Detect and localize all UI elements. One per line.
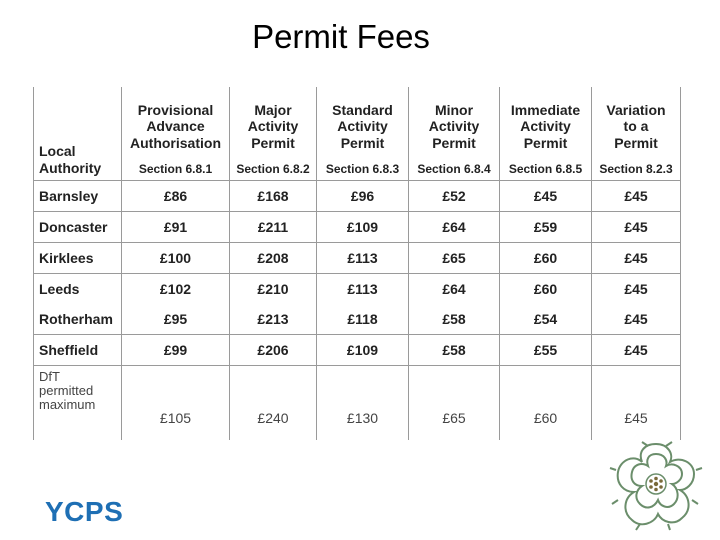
section-label: Section 6.8.2 [236, 162, 310, 176]
page-title: Permit Fees [252, 18, 430, 55]
table-cell: £95 [122, 304, 230, 335]
header-row [34, 87, 681, 181]
header-col-major: Major Activity Permit Section 6.8.2 [230, 87, 317, 181]
section-label: Section 8.2.3 [599, 162, 673, 176]
table-cell: £58 [409, 304, 500, 335]
table-cell: £60 [500, 243, 592, 274]
header-col-variation: Variation to a Permit Section 8.2.3 [592, 87, 681, 181]
table-cell: £130 [317, 366, 409, 441]
row-authority: Doncaster [34, 212, 122, 243]
table-cell: £96 [317, 181, 409, 212]
table-cell: £211 [230, 212, 317, 243]
table-cell: £105 [122, 366, 230, 441]
table-cell: £86 [122, 181, 230, 212]
table-cell: £60 [500, 274, 592, 305]
table-cell: £64 [409, 274, 500, 305]
table-row [34, 335, 681, 366]
section-label: Section 6.8.4 [417, 162, 491, 176]
table-cell: £45 [592, 274, 681, 305]
row-authority: Kirklees [34, 243, 122, 274]
table-row-dft-maximum [34, 366, 681, 441]
header-col-standard: Standard Activity Permit Section 6.8.3 [317, 87, 409, 181]
table-cell: £91 [122, 212, 230, 243]
corner-label-line2: Authority [39, 159, 102, 176]
table-cell: £213 [230, 304, 317, 335]
table-row [34, 274, 681, 305]
permit-fees-table-wrap [33, 87, 681, 440]
table-cell: £208 [230, 243, 317, 274]
table-cell: £64 [409, 212, 500, 243]
header-col-immediate: Immediate Activity Permit Section 6.8.5 [500, 87, 592, 181]
table-cell: £45 [592, 212, 681, 243]
table-cell: £100 [122, 243, 230, 274]
table-cell: £59 [500, 212, 592, 243]
table-cell: £54 [500, 304, 592, 335]
table-cell: £102 [122, 274, 230, 305]
row-authority: Leeds [34, 274, 122, 305]
header-col-minor: Minor Activity Permit Section 6.8.4 [409, 87, 500, 181]
permit-fees-table [33, 87, 681, 440]
table-cell: £65 [409, 366, 500, 441]
table-row [34, 243, 681, 274]
table-cell: £55 [500, 335, 592, 366]
table-cell: £52 [409, 181, 500, 212]
table-cell: £45 [592, 304, 681, 335]
table-cell: £99 [122, 335, 230, 366]
table-cell: £45 [592, 335, 681, 366]
table-cell: £45 [592, 181, 681, 212]
table-cell: £45 [592, 366, 681, 441]
table-row [34, 304, 681, 335]
table-cell: £113 [317, 274, 409, 305]
table-cell: £168 [230, 181, 317, 212]
row-authority: Sheffield [34, 335, 122, 366]
section-label: Section 6.8.1 [138, 162, 213, 176]
table-cell: £240 [230, 366, 317, 441]
table-row [34, 212, 681, 243]
header-local-authority [34, 87, 122, 181]
table-cell: £45 [592, 243, 681, 274]
table-cell: £109 [317, 212, 409, 243]
table-cell: £58 [409, 335, 500, 366]
row-authority: Barnsley [34, 181, 122, 212]
row-authority: Rotherham [34, 304, 122, 335]
table-cell: £206 [230, 335, 317, 366]
table-row [34, 181, 681, 212]
section-label: Section 6.8.5 [508, 162, 583, 176]
table-cell: £118 [317, 304, 409, 335]
table-cell: £113 [317, 243, 409, 274]
table-cell: £109 [317, 335, 409, 366]
ycps-logo-text: YCPS [45, 496, 124, 527]
section-label: Section 6.8.3 [325, 162, 400, 176]
table-cell: £45 [500, 181, 592, 212]
corner-label-line1: Local [39, 143, 76, 159]
header-col-provisional: Provisional Advance Authorisation Section 6.8.1 [122, 87, 230, 181]
table-cell: £65 [409, 243, 500, 274]
table-cell: £60 [500, 366, 592, 441]
row-authority: DfT permitted maximum [34, 366, 122, 441]
yorkshire-rose-icon [608, 440, 704, 532]
table-cell: £210 [230, 274, 317, 305]
